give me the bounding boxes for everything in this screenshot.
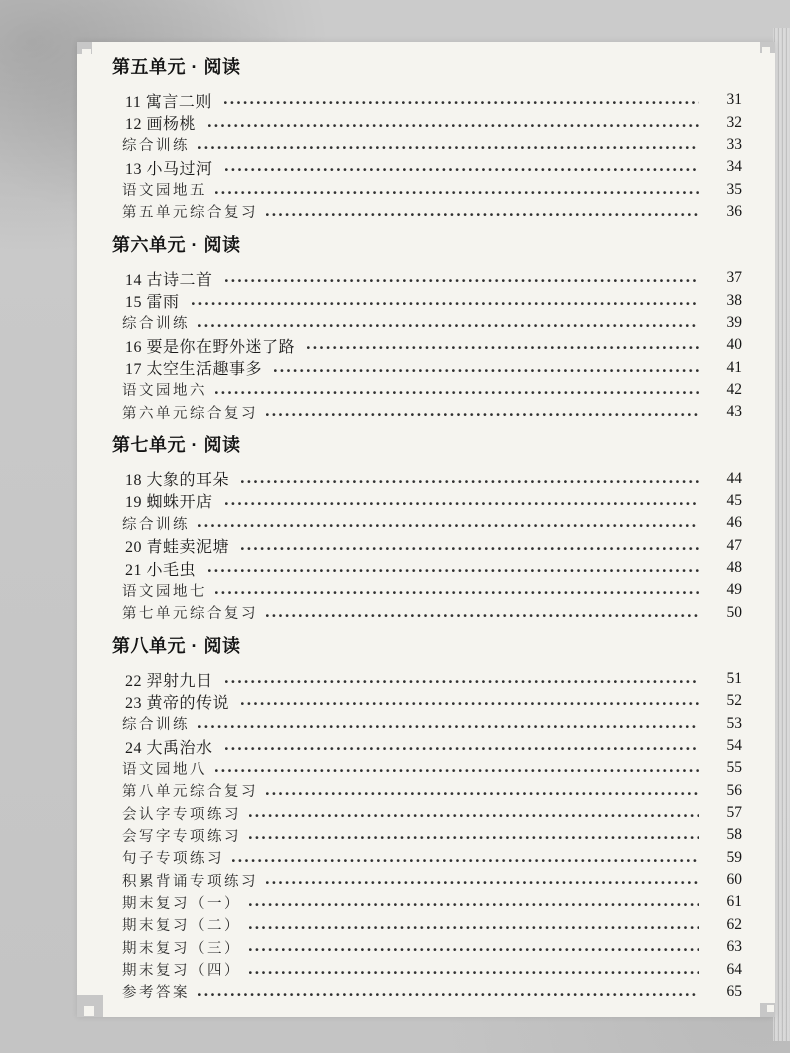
toc-entry-label: 12 画杨桃 — [125, 116, 197, 134]
toc-entry — [112, 713, 742, 735]
toc-entry-label: 会写字专项练习 — [122, 828, 241, 845]
dot-leader — [241, 547, 699, 551]
dot-leader — [266, 881, 699, 885]
dot-leader — [307, 346, 699, 350]
dot-leader — [274, 369, 699, 373]
toc-entry — [112, 134, 742, 156]
dot-leader — [266, 792, 699, 796]
toc-entry-label: 21 小毛虫 — [125, 561, 197, 579]
toc-entry-page: 33 — [726, 135, 742, 153]
toc-entry-label: 期末复习（二） — [122, 918, 241, 935]
toc-entry — [112, 467, 742, 489]
toc-entry — [112, 735, 742, 757]
dot-leader — [232, 859, 699, 863]
toc-entry — [112, 178, 742, 200]
toc-entry-label: 语文园地六 — [122, 383, 207, 400]
toc-entry-page: 58 — [726, 826, 742, 844]
dot-leader — [249, 903, 699, 907]
toc-entry — [112, 490, 742, 512]
toc-entry — [112, 602, 742, 624]
dot-leader — [215, 391, 699, 395]
toc-entry — [112, 512, 742, 534]
dot-leader — [241, 702, 699, 706]
toc-entry-page: 53 — [726, 714, 742, 732]
toc-entry-page: 39 — [726, 313, 742, 331]
toc-entry-label: 13 小马过河 — [125, 160, 213, 178]
toc-entry — [112, 401, 742, 423]
toc-entry-page: 52 — [726, 692, 742, 710]
toc-entry-label: 语文园地八 — [122, 761, 207, 778]
toc-entry-label: 18 大象的耳朵 — [125, 472, 230, 490]
dot-leader — [215, 769, 699, 773]
toc-entry-label: 23 黄帝的传说 — [125, 694, 230, 712]
dot-leader — [241, 480, 699, 484]
dot-leader — [225, 502, 699, 506]
toc-entry-label: 11 寓言二则 — [125, 93, 212, 111]
dot-leader — [249, 926, 699, 930]
dot-leader — [198, 725, 699, 729]
toc-entry-label: 期末复习（四） — [122, 963, 241, 980]
table-of-contents — [77, 42, 775, 1003]
dot-leader — [198, 324, 699, 328]
toc-entry-page: 57 — [726, 804, 742, 822]
toc-entry-page: 63 — [726, 938, 742, 956]
dot-leader — [215, 591, 699, 595]
dot-leader — [249, 948, 699, 952]
toc-entry — [112, 780, 742, 802]
toc-entry-page: 59 — [726, 848, 742, 866]
toc-entry-label: 参考答案 — [122, 985, 190, 1002]
toc-entry-label: 语文园地五 — [122, 183, 207, 200]
toc-entry-page: 46 — [726, 514, 742, 532]
toc-entry-page: 54 — [726, 737, 742, 755]
corner-chip-bottom-left — [84, 1006, 94, 1016]
toc-entry — [112, 379, 742, 401]
corner-chip-bottom-right — [767, 1005, 774, 1012]
toc-entry — [112, 557, 742, 579]
toc-section — [112, 234, 742, 423]
toc-entry — [112, 981, 742, 1003]
toc-entry-label: 第六单元综合复习 — [122, 405, 258, 422]
toc-entry-page: 45 — [726, 491, 742, 509]
toc-entry — [112, 757, 742, 779]
toc-entry — [112, 312, 742, 334]
toc-entry — [112, 356, 742, 378]
toc-entry — [112, 334, 742, 356]
toc-entry-label: 期末复习（三） — [122, 940, 241, 957]
toc-entry-label: 第八单元综合复习 — [122, 784, 258, 801]
toc-entry — [112, 690, 742, 712]
dot-leader — [198, 146, 699, 150]
toc-entry-label: 19 蜘蛛开店 — [125, 494, 213, 512]
toc-entry-label: 句子专项练习 — [122, 851, 224, 868]
dot-leader — [249, 814, 699, 818]
dot-leader — [192, 302, 699, 306]
toc-entry-page: 50 — [726, 603, 742, 621]
toc-entry-page: 55 — [726, 759, 742, 777]
toc-entry — [112, 958, 742, 980]
toc-entry — [112, 914, 742, 936]
toc-entry-page: 44 — [726, 469, 742, 487]
toc-entry-label: 期末复习（一） — [122, 895, 241, 912]
toc-section — [112, 635, 742, 1003]
toc-entry-page: 40 — [726, 336, 742, 354]
toc-entry — [112, 936, 742, 958]
toc-entry-label: 16 要是你在野外迷了路 — [125, 338, 296, 356]
toc-entry-page: 48 — [726, 559, 742, 577]
dot-leader — [249, 836, 699, 840]
dot-leader — [225, 168, 699, 172]
toc-entry-page: 43 — [726, 403, 742, 421]
toc-entry-page: 64 — [726, 960, 742, 978]
corner-chip-top-right — [762, 47, 770, 55]
toc-entry-page: 42 — [726, 380, 742, 398]
dot-leader — [225, 279, 699, 283]
toc-entry — [112, 579, 742, 601]
toc-entry-page: 62 — [726, 915, 742, 933]
toc-entry — [112, 824, 742, 846]
dot-leader — [225, 747, 699, 751]
toc-entry-page: 34 — [726, 158, 742, 176]
dot-leader — [208, 569, 699, 573]
dot-leader — [225, 680, 699, 684]
toc-entry-label: 17 太空生活趣事多 — [125, 361, 263, 379]
toc-entry-label: 第七单元综合复习 — [122, 606, 258, 623]
toc-entry-page: 47 — [726, 536, 742, 554]
toc-entry-page: 51 — [726, 670, 742, 688]
book-fore-edge-texture — [773, 28, 790, 1041]
toc-entry — [112, 156, 742, 178]
toc-entry-label: 15 雷雨 — [125, 294, 180, 312]
toc-entry-label: 会认字专项练习 — [122, 806, 241, 823]
toc-entry-page: 36 — [726, 202, 742, 220]
toc-section — [112, 434, 742, 623]
dot-leader — [215, 191, 699, 195]
toc-entry-page: 37 — [726, 269, 742, 287]
toc-entry-label: 14 古诗二首 — [125, 271, 213, 289]
toc-entry-label: 综合训练 — [122, 717, 190, 734]
toc-entry — [112, 89, 742, 111]
toc-entry-label: 24 大禹治水 — [125, 739, 213, 757]
toc-section-heading: 第六单元 · 阅读 — [112, 235, 241, 256]
toc-entry — [112, 869, 742, 891]
toc-entry — [112, 668, 742, 690]
toc-entry-label: 综合训练 — [122, 138, 190, 155]
toc-entry-page: 65 — [726, 982, 742, 1000]
toc-entry-label: 20 青蛙卖泥塘 — [125, 539, 230, 557]
dot-leader — [208, 124, 699, 128]
toc-entry — [112, 847, 742, 869]
dot-leader — [266, 213, 699, 217]
toc-section — [112, 56, 742, 223]
toc-entry-page: 60 — [726, 871, 742, 889]
toc-section-heading: 第五单元 · 阅读 — [112, 57, 241, 77]
toc-entry-label: 22 羿射九日 — [125, 672, 213, 690]
toc-entry-page: 31 — [726, 91, 742, 109]
toc-entry-label: 第五单元综合复习 — [122, 205, 258, 222]
toc-entry — [112, 201, 742, 223]
corner-chip-top-left — [82, 49, 91, 58]
toc-entry-page: 32 — [726, 113, 742, 131]
toc-entry-page: 41 — [726, 358, 742, 376]
toc-entry-page: 49 — [726, 581, 742, 599]
dot-leader — [266, 614, 699, 618]
toc-entry — [112, 891, 742, 913]
toc-section-heading: 第八单元 · 阅读 — [112, 635, 241, 656]
toc-entry — [112, 802, 742, 824]
toc-entry-page: 56 — [726, 781, 742, 799]
toc-entry — [112, 267, 742, 289]
dot-leader — [224, 101, 699, 105]
toc-entry-page: 38 — [726, 291, 742, 309]
dot-leader — [198, 993, 699, 997]
toc-entry-label: 综合训练 — [122, 316, 190, 333]
dot-leader — [249, 971, 699, 975]
dot-leader — [198, 524, 699, 528]
toc-entry — [112, 535, 742, 557]
toc-entry-page: 61 — [726, 893, 742, 911]
toc-entry-page: 35 — [726, 180, 742, 198]
scanned-page — [77, 42, 775, 1017]
toc-entry-label: 综合训练 — [122, 516, 190, 533]
toc-section-heading: 第七单元 · 阅读 — [112, 435, 241, 456]
toc-entry — [112, 111, 742, 133]
toc-entry-label: 积累背诵专项练习 — [122, 873, 258, 890]
toc-entry — [112, 289, 742, 311]
toc-entry-label: 语文园地七 — [122, 583, 207, 600]
dot-leader — [266, 413, 699, 417]
